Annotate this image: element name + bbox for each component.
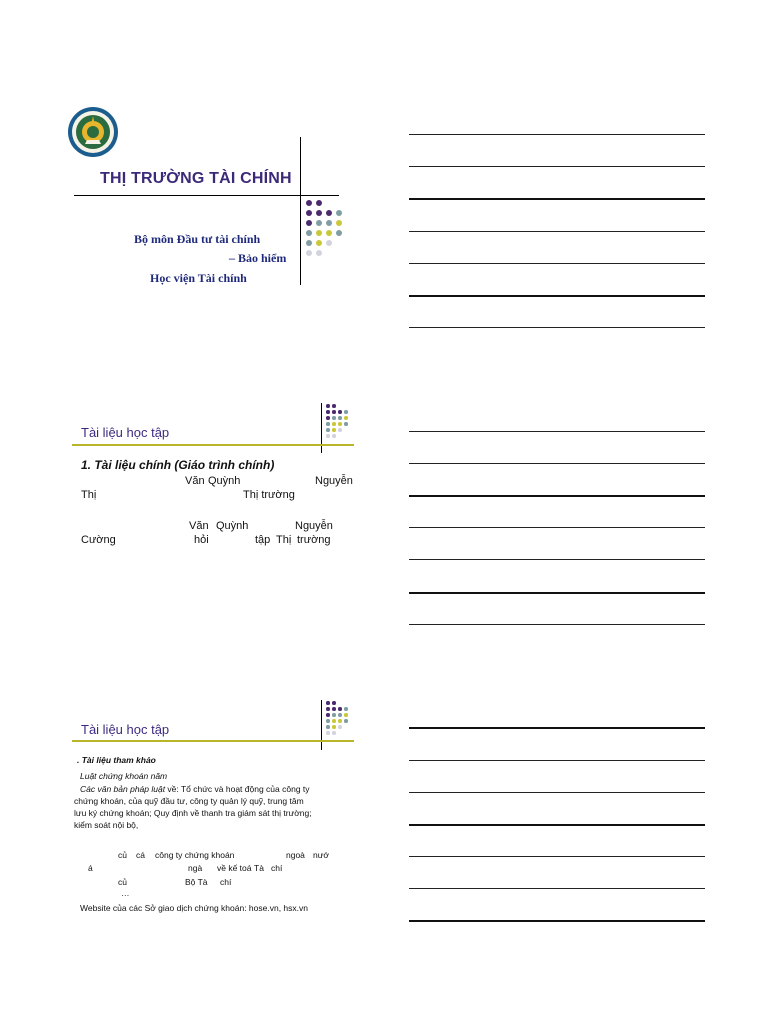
slide-3-line-5: kiểm soát nội bộ,: [74, 820, 139, 830]
decorative-dot: [344, 422, 348, 426]
subtitle-line-3: Học viện Tài chính: [150, 271, 247, 285]
note-line: [409, 166, 705, 167]
slide-3-fragment: công ty chứng khoán: [155, 850, 235, 860]
slide-3-fragment: á: [88, 863, 93, 873]
slide-2-word: Thị trường: [243, 489, 295, 501]
decorative-dot: [316, 220, 322, 226]
note-line: [409, 231, 705, 232]
slide-1-title: THỊ TRƯỜNG TÀI CHÍNH: [100, 170, 292, 187]
decorative-dot: [332, 707, 336, 711]
note-line: [409, 431, 705, 432]
slide-3-line-1: Luật chứng khoán năm: [80, 771, 168, 781]
decorative-dot: [316, 210, 322, 216]
slide-3-fragment: cá: [136, 850, 145, 860]
decorative-dot: [326, 725, 330, 729]
decorative-dot: [332, 410, 336, 414]
slide-2-word: Nguyễn: [315, 475, 353, 487]
slide-3-websites: Website của các Sở giao dịch chứng khoán: hose.vn, hsx.vn: [80, 903, 308, 913]
slide-3-fragment: Bộ Tà: [185, 877, 208, 887]
decorative-dot: [326, 240, 332, 246]
decorative-dot: [326, 410, 330, 414]
note-line: [409, 624, 705, 625]
decorative-dot: [344, 713, 348, 717]
decorative-dot: [326, 707, 330, 711]
note-line: [409, 856, 705, 857]
decorative-dot: [332, 731, 336, 735]
slide-3-title-underline: [72, 740, 354, 742]
decorative-dot: [326, 210, 332, 216]
slide-3-fragment: củ: [118, 850, 127, 860]
slide-3-ellipsis: …: [121, 888, 130, 898]
decorative-dot: [332, 404, 336, 408]
decorative-dot: [316, 240, 322, 246]
decorative-dot: [344, 416, 348, 420]
decorative-dot: [338, 725, 342, 729]
note-line: [409, 824, 705, 826]
decorative-dot: [326, 719, 330, 723]
decorative-dot: [332, 725, 336, 729]
note-line: [409, 134, 705, 135]
slide-2-word: Văn: [189, 520, 209, 532]
slide-2-heading: 1. Tài liệu chính (Giáo trình chính): [81, 458, 275, 472]
decorative-dot: [326, 404, 330, 408]
decorative-dot: [306, 230, 312, 236]
decorative-dot: [326, 731, 330, 735]
slide-2-title: Tài liệu học tập: [81, 425, 170, 440]
subtitle-line-1: Bộ môn Đầu tư tài chính: [134, 232, 261, 246]
slide-3-line-2: [80, 784, 310, 794]
subtitle-line-2: – Bảo hiểm: [229, 251, 287, 265]
slide-3-line-4: lưu ký chứng khoán; Quy định về thanh tra giám sát thị trường;: [74, 808, 312, 818]
decorative-dot: [338, 719, 342, 723]
slide-2-word: tập: [255, 534, 271, 546]
slide-3-fragment: về kế toá: [217, 863, 252, 873]
decorative-dot: [332, 428, 336, 432]
decorative-dot: [338, 707, 342, 711]
slide-2-word: Quỳnh: [216, 520, 249, 532]
slide-3-line-3: chứng khoán, của quỹ đầu tư, công ty quản lý quỹ, trung tâm: [74, 796, 304, 806]
decorative-dot: [332, 434, 336, 438]
slide-3-fragment: củ: [118, 877, 127, 887]
decorative-dot: [332, 701, 336, 705]
slide-3-heading: . Tài liệu tham khảo: [77, 755, 156, 765]
note-line: [409, 527, 705, 528]
slide-1-divider: [300, 137, 301, 285]
note-line: [409, 559, 705, 560]
decorative-dot: [316, 230, 322, 236]
decorative-dot: [338, 422, 342, 426]
slide-2-word: Văn: [185, 475, 205, 487]
slide-3-line-2-italic: Các văn bản pháp luật: [80, 784, 166, 794]
slide-3-fragment: Tà: [254, 863, 264, 873]
note-line: [409, 760, 705, 761]
decorative-dot: [326, 428, 330, 432]
slide-3-fragment: nướ: [313, 850, 329, 860]
note-line: [409, 727, 705, 729]
decorative-dot: [336, 210, 342, 216]
note-line: [409, 263, 705, 264]
note-line: [409, 495, 705, 497]
decorative-dot: [326, 220, 332, 226]
slide-3-line-2-rest: về: Tổ chức và hoạt động của công ty: [165, 784, 310, 794]
decorative-dot: [326, 416, 330, 420]
decorative-dot: [326, 701, 330, 705]
decorative-dot: [306, 200, 312, 206]
slide-2-word: Cường: [81, 534, 116, 546]
note-line: [409, 295, 705, 297]
note-line: [409, 920, 705, 922]
note-line: [409, 888, 705, 889]
decorative-dot: [338, 410, 342, 414]
decorative-dot: [336, 220, 342, 226]
note-line: [409, 327, 705, 328]
decorative-dot: [326, 713, 330, 717]
decorative-dot: [338, 713, 342, 717]
decorative-dot: [332, 719, 336, 723]
decorative-dot: [306, 240, 312, 246]
decorative-dot: [316, 200, 322, 206]
slide-3-divider: [321, 700, 322, 750]
slide-3-title: Tài liệu học tập: [81, 722, 170, 737]
decorative-dot: [338, 428, 342, 432]
decorative-dot: [326, 230, 332, 236]
slide-3-fragment: ngoà: [286, 850, 305, 860]
decorative-dot: [306, 210, 312, 216]
decorative-dot: [336, 230, 342, 236]
slide-3-fragment: chí: [271, 863, 283, 873]
slide-2-title-underline: [72, 444, 354, 446]
slide-2-word: Thị: [81, 489, 97, 501]
note-line: [409, 198, 705, 200]
decorative-dot: [326, 422, 330, 426]
decorative-dot: [316, 250, 322, 256]
slide-2-word: Nguyễn: [295, 520, 333, 532]
decorative-dot: [338, 416, 342, 420]
slide-2-word: hỏi: [194, 534, 209, 546]
slide-3-fragment: ngà: [188, 863, 203, 873]
note-line: [409, 463, 705, 464]
decorative-dot: [306, 250, 312, 256]
decorative-dot: [332, 416, 336, 420]
decorative-dot: [326, 434, 330, 438]
decorative-dot: [344, 719, 348, 723]
decorative-dot: [306, 220, 312, 226]
decorative-dot: [332, 713, 336, 717]
slide-2-word: Quỳnh: [208, 475, 241, 487]
slide-2-word: Thị: [276, 534, 292, 546]
note-line: [409, 792, 705, 793]
slide-3-fragment: chí: [220, 877, 232, 887]
decorative-dot: [344, 410, 348, 414]
decorative-dot: [344, 707, 348, 711]
note-line: [409, 592, 705, 594]
slide-2-word: trường: [297, 534, 331, 546]
academy-of-finance-seal-icon: [67, 106, 119, 158]
decorative-dot: [332, 422, 336, 426]
